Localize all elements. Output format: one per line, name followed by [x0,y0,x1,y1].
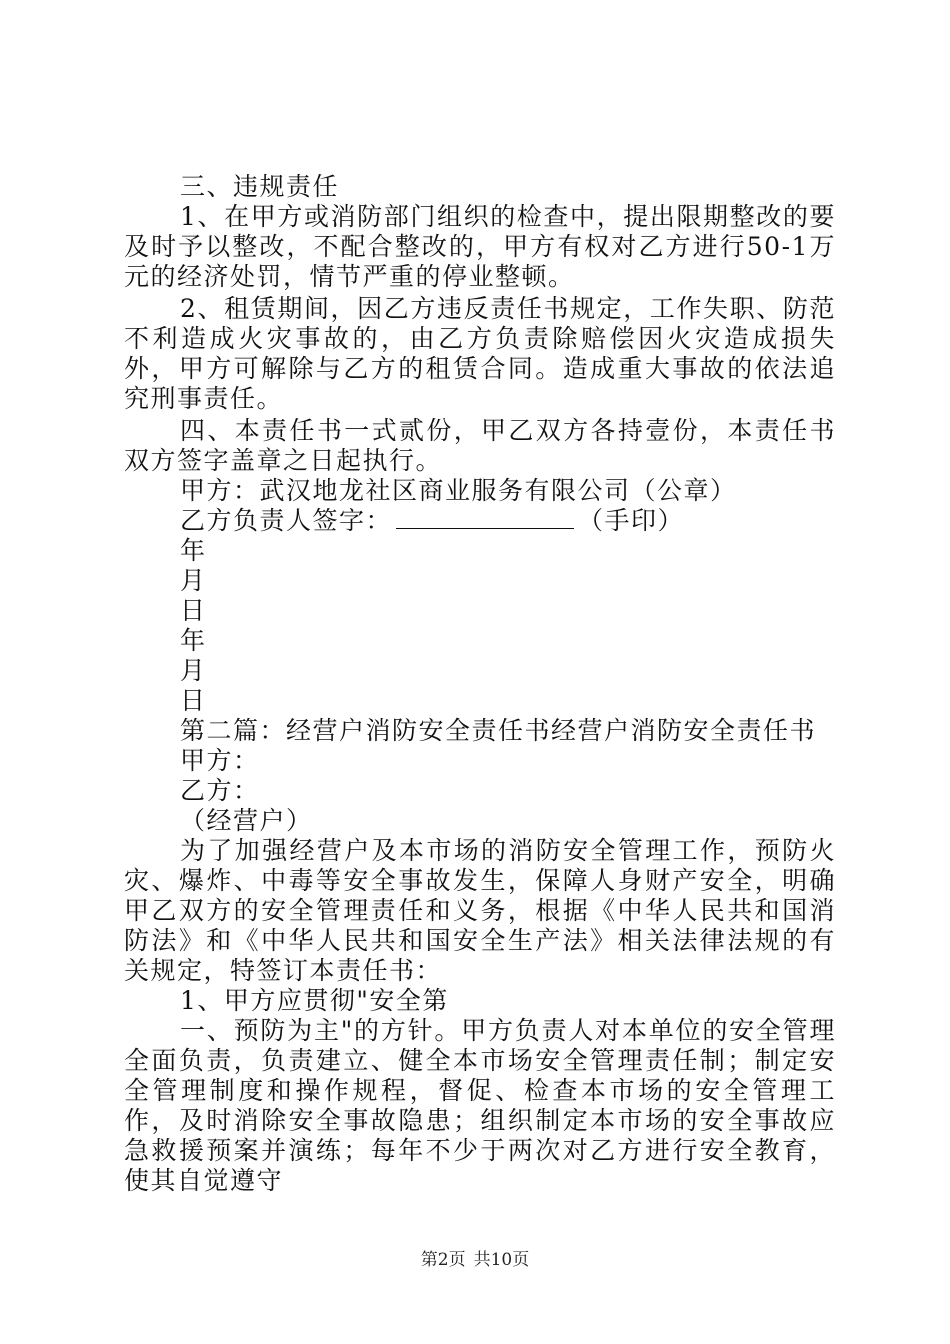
part-2-intro-paragraph: 为了加强经营户及本市场的消防安全管理工作，预防火灾、爆炸、中毒等安全事故发生，保障人身财产安全，明确甲乙双方的安全管理责任和义务，根据《中华人民共和国消防法》和《中华人民共和国安全生产法》相关法律法规的有关规定，特签订本责任书： [124,836,836,985]
part-2-clause-1: 1、甲方应贯彻"安全第 [180,986,449,1015]
party-b-signature-suffix: （手印） [578,506,685,535]
part-2-title: 第二篇：经营户消防安全责任书经营户消防安全责任书 [180,716,817,745]
part-2-party-b-note: （经营户） [180,806,313,835]
section-3-title: 三、违规责任 [180,172,340,201]
part-2-clause-1-continued: 一、预防为主"的方针。甲方负责人对本单位的安全管理全面负责，负责建立、健全本市场安全管理责任制；制定安全管理制度和操作规程，督促、检查本市场的安全管理工作，及时消除安全事故隐患；组织制定本市场的安全事故应急救援预案并演练；每年不少于两次对乙方进行安全教育，使其自觉遵守 [124,1016,836,1195]
party-a-line: 甲方：武汉地龙社区商业服务有限公司（公章） [180,476,737,505]
signature-blank [396,506,574,529]
date-char: 年 [180,536,207,565]
page-total: 共10页 [473,1250,530,1270]
clause-2-paragraph: 2、租赁期间，因乙方违反责任书规定，工作失职、防范不利造成火灾事故的，由乙方负责除赔偿因火灾造成损失外，甲方可解除与乙方的租赁合同。造成重大事故的依法追究刑事责任。 [124,294,836,413]
page-number: 第2页 [420,1250,466,1270]
date-char: 日 [180,596,207,625]
part-2-party-b: 乙方： [180,776,260,805]
date-char: 年 [180,626,207,655]
party-b-signature-label: 乙方负责人签字： [180,506,393,535]
page-footer [0,1245,950,1270]
date-char: 月 [180,566,207,595]
party-b-signature-line [124,506,836,536]
section-4-paragraph: 四、本责任书一式贰份，甲乙双方各持壹份，本责任书双方签字盖章之日起执行。 [124,416,836,475]
document-body [124,172,836,1196]
part-2-party-a: 甲方： [180,746,260,775]
date-char: 月 [180,656,207,685]
clause-1-paragraph: 1、在甲方或消防部门组织的检查中，提出限期整改的要及时予以整改，不配合整改的，甲方有权对乙方进行50-1万元的经济处罚，情节严重的停业整顿。 [124,202,836,291]
date-char: 日 [180,686,207,715]
